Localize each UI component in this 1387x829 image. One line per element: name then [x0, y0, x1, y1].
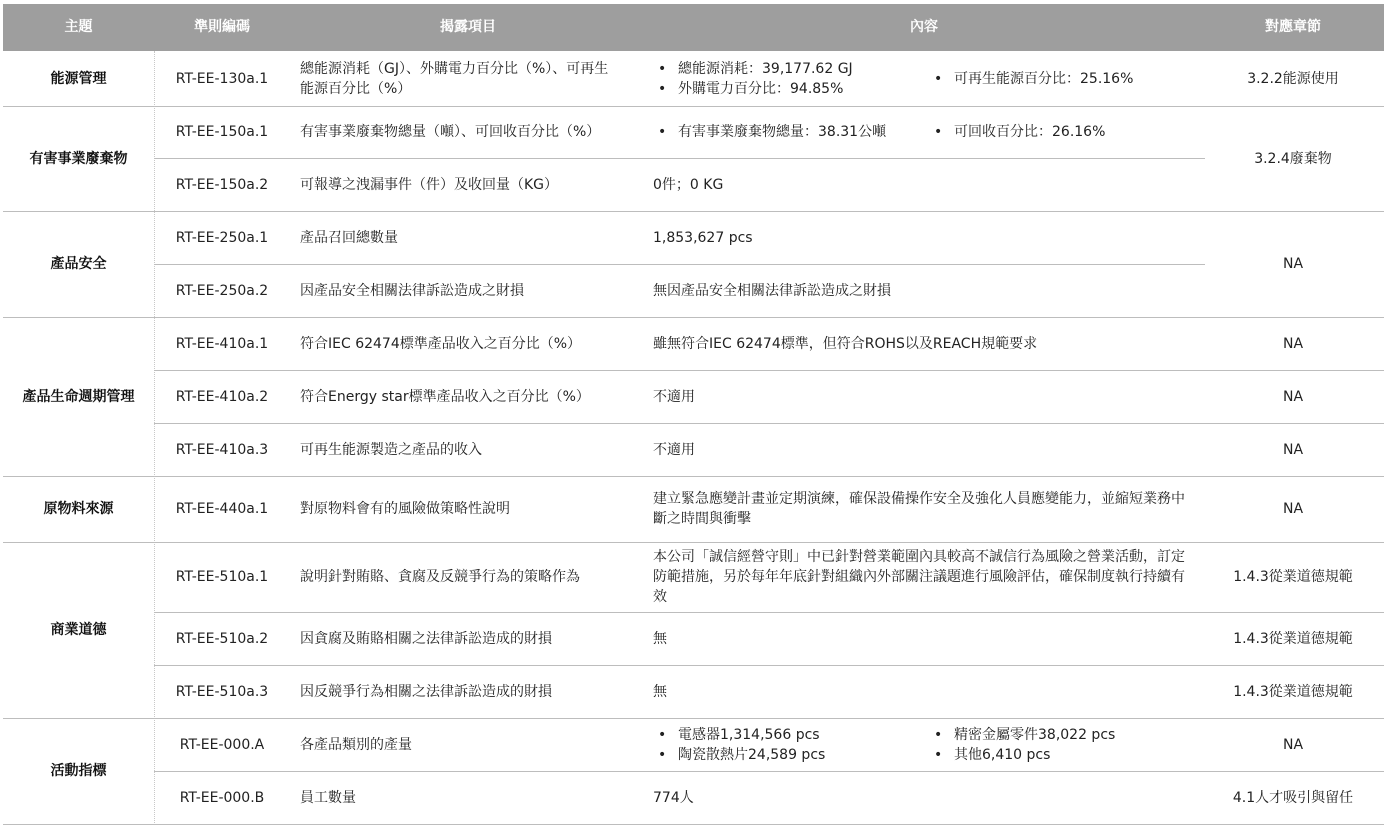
content-cell: 無因產品安全相關法律訴訟造成之財損 [653, 282, 891, 299]
chapter-cell: 1.4.3從業道德規範 [1233, 630, 1353, 647]
header-code: 準則編碼 [194, 19, 250, 35]
group-divider [3, 824, 1384, 825]
chapter-cell: NA [1282, 736, 1304, 753]
code-cell: RT-EE-410a.2 [175, 388, 269, 405]
code-cell: RT-EE-510a.3 [175, 683, 269, 700]
content-cell: 0件；0 KG [653, 176, 724, 193]
topic-hazardous-waste: 有害事業廢棄物 [29, 150, 128, 167]
item-cell: 各產品類別的產量 [300, 736, 412, 753]
chapter-cell: NA [1282, 388, 1304, 405]
content-cell: 774人 [653, 789, 694, 806]
code-cell: RT-EE-250a.2 [175, 282, 269, 299]
code-cell: RT-EE-150a.2 [175, 176, 269, 193]
topic-business-ethics: 商業道德 [50, 622, 107, 638]
content-cell: 無 [653, 630, 667, 647]
item-cell: 符合IEC 62474標準產品收入之百分比（%） [300, 335, 582, 352]
item-cell: 產品召回總數量 [300, 229, 398, 246]
content-cell: 1,853,627 pcs [653, 229, 753, 246]
code-cell: RT-EE-510a.1 [175, 569, 269, 585]
item-cell: 可報導之洩漏事件（件）及收回量（KG） [300, 176, 559, 193]
item-cell: 對原物料會有的風險做策略性說明 [300, 501, 510, 517]
chapter-cell: 4.1人才吸引與留任 [1232, 789, 1354, 806]
code-cell: RT-EE-130a.1 [175, 70, 269, 87]
chapter-cell: 3.2.4廢棄物 [1254, 150, 1332, 167]
header-topic: 主題 [64, 19, 93, 35]
code-cell: RT-EE-510a.2 [175, 630, 269, 647]
topic-product-safety: 產品安全 [50, 256, 107, 272]
content-cell: 無 [653, 683, 667, 700]
header-content: 內容 [910, 19, 938, 35]
item-cell: 可再生能源製造之產品的收入 [300, 441, 482, 458]
content-bullets-right [930, 106, 1202, 158]
item-cell: 說明針對賄賂、貪腐及反競爭行為的策略作為 [300, 569, 580, 585]
content-bullets-right [930, 51, 1202, 106]
content-cell: 建立緊急應變計畫並定期演練，確保設備操作安全及強化人員應變能力，並縮短業務中斷之時間與衝擊 [653, 491, 1185, 527]
code-cell: RT-EE-000.B [179, 789, 265, 806]
chapter-cell: 1.4.3從業道德規範 [1233, 569, 1353, 585]
code-cell: RT-EE-410a.3 [175, 441, 269, 458]
content-cell: 雖無符合IEC 62474標準，但符合ROHS以及REACH規範要求 [653, 335, 1038, 352]
topic-product-lifecycle: 產品生命週期管理 [22, 388, 135, 405]
code-cell: RT-EE-250a.1 [175, 229, 269, 246]
content-bullets-right [930, 718, 1202, 771]
topic-materials-sourcing: 原物料來源 [43, 501, 114, 517]
chapter-cell: NA [1282, 441, 1304, 458]
content-cell: 不適用 [653, 441, 695, 458]
list-item: • 陶瓷散熱片24,589 pcs [654, 745, 825, 765]
list-item: • 其他6,410 pcs [930, 745, 1115, 765]
item-cell: 總能源消耗（GJ）、外購電力百分比（%）、可再生能源百分比（%） [300, 60, 609, 97]
item-cell: 因貪腐及賄賂相關之法律訴訟造成的財損 [300, 630, 552, 647]
list-item: • 精密金屬零件38,022 pcs [930, 725, 1115, 745]
code-cell: RT-EE-150a.1 [175, 124, 269, 140]
item-cell: 因反競爭行為相關之法律訴訟造成的財損 [300, 683, 552, 700]
topic-activity-metrics: 活動指標 [50, 763, 107, 779]
list-item: • 可再生能源百分比：25.16% [930, 69, 1133, 89]
code-cell: RT-EE-000.A [179, 736, 265, 753]
header-item: 揭露項目 [440, 19, 496, 35]
content-bullets-left [654, 51, 924, 106]
content-bullets-left [654, 718, 924, 771]
chapter-cell: NA [1282, 335, 1304, 352]
header-chapter: 對應章節 [1265, 19, 1321, 35]
chapter-cell: NA [1282, 501, 1304, 517]
item-cell: 員工數量 [300, 789, 356, 806]
topic-energy: 能源管理 [50, 70, 107, 87]
item-cell: 符合Energy star標準產品收入之百分比（%） [300, 388, 590, 405]
chapter-cell: 3.2.2能源使用 [1247, 70, 1339, 87]
list-item: • 可回收百分比：26.16% [930, 122, 1105, 142]
list-item: • 電感器1,314,566 pcs [654, 725, 825, 745]
chapter-cell: 1.4.3從業道德規範 [1233, 683, 1353, 700]
list-item: • 有害事業廢棄物總量：38.31公噸 [654, 122, 886, 142]
content-cell: 不適用 [653, 388, 695, 405]
chapter-cell: NA [1282, 256, 1304, 272]
item-cell: 因產品安全相關法律訴訟造成之財損 [300, 282, 524, 299]
content-cell: 本公司「誠信經營守則」中已針對營業範圍內具較高不誠信行為風險之營業活動，訂定防範措施，另於每年年底針對組織內外部關注議題進行風險評估，確保制度執行持續有效 [653, 549, 1185, 605]
list-item: • 外購電力百分比：94.85% [654, 79, 853, 99]
code-cell: RT-EE-440a.1 [175, 501, 269, 517]
code-cell: RT-EE-410a.1 [175, 335, 269, 352]
list-item: • 總能源消耗：39,177.62 GJ [654, 59, 853, 79]
item-cell: 有害事業廢棄物總量（噸）、可回收百分比（%） [300, 124, 601, 140]
content-bullets-left [654, 106, 924, 158]
